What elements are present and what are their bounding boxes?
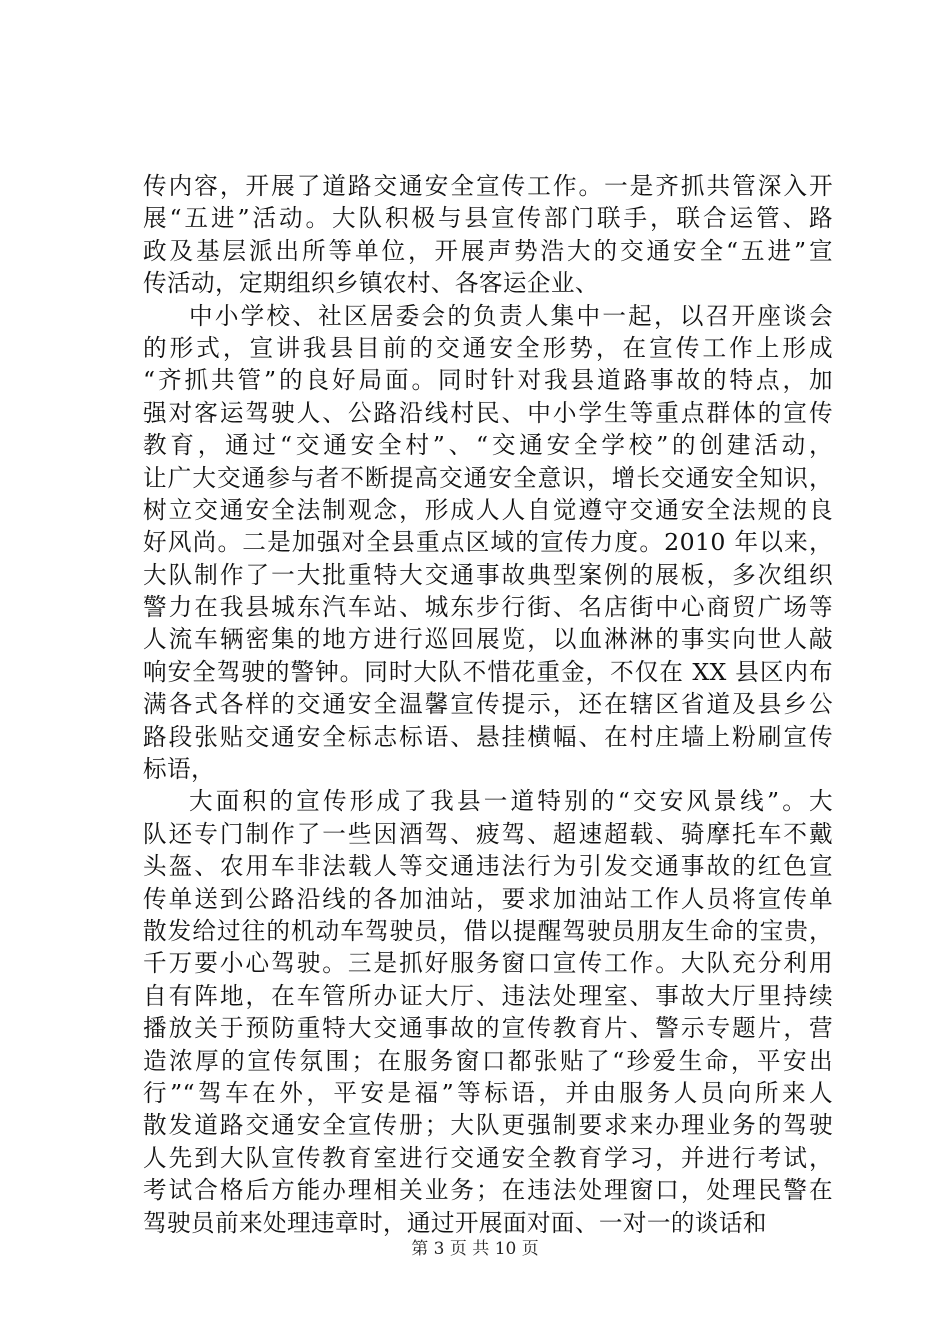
text-line: 队还专门制作了一些因酒驾、疲驾、超速超载、骑摩托车不戴: [143, 819, 833, 848]
text-line: 传活动，定期组织乡镇农村、各客运企业、: [143, 269, 599, 298]
text-line: 教育，通过“交通安全村”、“交通安全学校”的创建活动，: [143, 431, 833, 460]
text-line: 树立交通安全法制观念，形成人人自觉遵守交通安全法规的良: [143, 495, 833, 524]
text-line: 散发道路交通安全宣传册；大队更强制要求来办理业务的驾驶: [143, 1111, 833, 1140]
text-line: 展“五进”活动。大队积极与县宣传部门联手，联合运管、路: [143, 204, 833, 233]
text-line: 中小学校、社区居委会的负责人集中一起，以召开座谈会: [189, 301, 833, 330]
text-line: 散发给过往的机动车驾驶员，借以提醒驾驶员朋友生命的宝贵，: [143, 916, 833, 945]
text-line: 考试合格后方能办理相关业务；在违法处理窗口，处理民警在: [143, 1176, 833, 1205]
text-line: 自有阵地，在车管所办证大厅、违法处理室、事故大厅里持续: [143, 981, 833, 1010]
text-line: 让广大交通参与者不断提高交通安全意识，增长交通安全知识，: [143, 463, 833, 492]
text-line: 满各式各样的交通安全温馨宣传提示，还在辖区省道及县乡公: [143, 690, 833, 719]
text-line: 播放关于预防重特大交通事故的宣传教育片、警示专题片，营: [143, 1014, 833, 1043]
document-body: [143, 170, 833, 1239]
text-line: 驾驶员前来处理违章时，通过开展面对面、一对一的谈话和: [143, 1208, 767, 1237]
text-line: 的形式，宣讲我县目前的交通安全形势，在宣传工作上形成: [143, 333, 833, 362]
page-footer: [0, 1238, 950, 1260]
page-number: 第 3 页 共 10 页: [411, 1239, 539, 1259]
text-line: 强对客运驾驶人、公路沿线村民、中小学生等重点群体的宣传: [143, 398, 833, 427]
text-line: 政及基层派出所等单位，开展声势浩大的交通安全“五进”宣: [143, 236, 833, 265]
text-line: 好风尚。二是加强对全县重点区域的宣传力度。2010 年以来，: [143, 528, 833, 557]
text-line: 千万要小心驾驶。三是抓好服务窗口宣传工作。大队充分利用: [143, 949, 833, 978]
text-line: 头盔、农用车非法载人等交通违法行为引发交通事故的红色宣: [143, 852, 833, 881]
text-line: 行”“驾车在外，平安是福”等标语，并由服务人员向所来人: [143, 1078, 833, 1107]
text-line: 警力在我县城东汽车站、城东步行街、名店街中心商贸广场等: [143, 593, 833, 622]
text-line: 标语，: [143, 755, 215, 784]
text-line: 造浓厚的宣传氛围；在服务窗口都张贴了“珍爱生命，平安出: [143, 1046, 833, 1075]
text-line: 传单送到公路沿线的各加油站，要求加油站工作人员将宣传单: [143, 884, 833, 913]
text-line: “齐抓共管”的良好局面。同时针对我县道路事故的特点，加: [143, 366, 833, 395]
paragraph: [143, 300, 833, 786]
text-line: 响安全驾驶的警钟。同时大队不惜花重金，不仅在 XX 县区内布: [143, 657, 833, 686]
text-line: 人先到大队宣传教育室进行交通安全教育学习，并进行考试，: [143, 1143, 833, 1172]
text-line: 传内容，开展了道路交通安全宣传工作。一是齐抓共管深入开: [143, 172, 833, 200]
text-line: 人流车辆密集的地方进行巡回展览，以血淋淋的事实向世人敲: [143, 625, 833, 654]
text-line: 路段张贴交通安全标志标语、悬挂横幅、在村庄墙上粉刷宣传: [143, 722, 833, 751]
text-line: 大队制作了一大批重特大交通事故典型案例的展板，多次组织: [143, 560, 833, 589]
paragraph: [143, 170, 833, 300]
text-line: 大面积的宣传形成了我县一道特别的“交安风景线”。大: [189, 787, 833, 816]
paragraph: [143, 785, 833, 1238]
